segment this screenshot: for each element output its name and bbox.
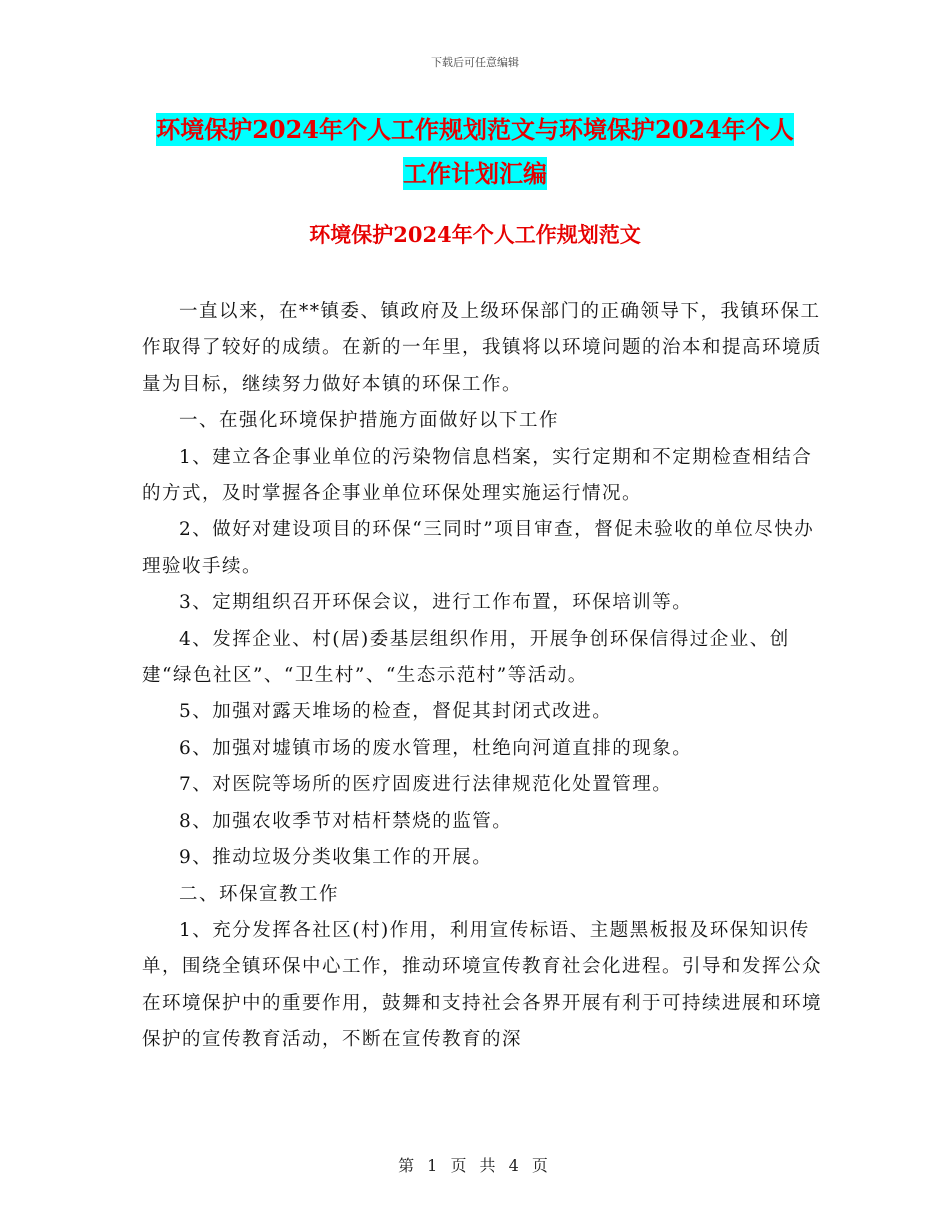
- paragraph: 9、推动垃圾分类收集工作的开展。: [179, 847, 493, 869]
- paragraph: 2、做好对建设项目的环保“三同时”项目审查，督促未验收的单位尽快办理验收手续。: [142, 519, 815, 577]
- paragraph: 6、加强对墟镇市场的废水管理，杜绝向河道直排的现象。: [179, 737, 693, 759]
- paragraph: 5、加强对露天堆场的检查，督促其封闭式改进。: [179, 701, 613, 723]
- section-title: 环境保护2024年个人工作规划范文: [309, 222, 641, 247]
- paragraph: 3、定期组织召开环保会议，进行工作布置，环保培训等。: [179, 592, 693, 614]
- header-note: 下载后可任意编辑: [431, 56, 519, 69]
- page-footer: 第 1 页 共 4 页: [398, 1156, 552, 1175]
- paragraph: 1、充分发挥各社区(村)作用，利用宣传标语、主题黑板报及环保知识传单，围绕全镇环保中心工作，推动环境宣传教育社会化进程。引导和发挥公众在环境保护中的重要作用，鼓舞和支持社会各界开展有利于可持续进展和环境保护的宣传教育活动，不断在宣传教育的深: [142, 919, 823, 1051]
- paragraph: 一、在强化环境保护措施方面做好以下工作: [179, 410, 560, 432]
- paragraph: 7、对医院等场所的医疗固废进行法律规范化处置管理。: [179, 774, 673, 796]
- main-title: [150, 108, 800, 196]
- paragraph: 8、加强农收季节对桔杆禁烧的监管。: [179, 810, 513, 832]
- paragraph: 二、环保宣教工作: [179, 883, 340, 905]
- paragraph: 1、建立各企事业单位的污染物信息档案，实行定期和不定期检查相结合的方式，及时掌握各企事业单位环保处理实施运行情况。: [142, 446, 813, 505]
- paragraph: 一直以来，在**镇委、镇政府及上级环保部门的正确领导下，我镇环保工作取得了较好的成绩。在新的一年里，我镇将以环境问题的治本和提高环境质量为目标，继续努力做好本镇的环保工作。: [142, 301, 823, 395]
- main-title-text: 环境保护2024年个人工作规划范文与环境保护2024年个人工作计划汇编: [156, 115, 794, 188]
- body-text: [142, 294, 822, 1059]
- paragraph: 4、发挥企业、村(居)委基层组织作用，开展争创环保信得过企业、创建“绿色社区”、“卫生村”、“生态示范村”等活动。: [142, 628, 790, 687]
